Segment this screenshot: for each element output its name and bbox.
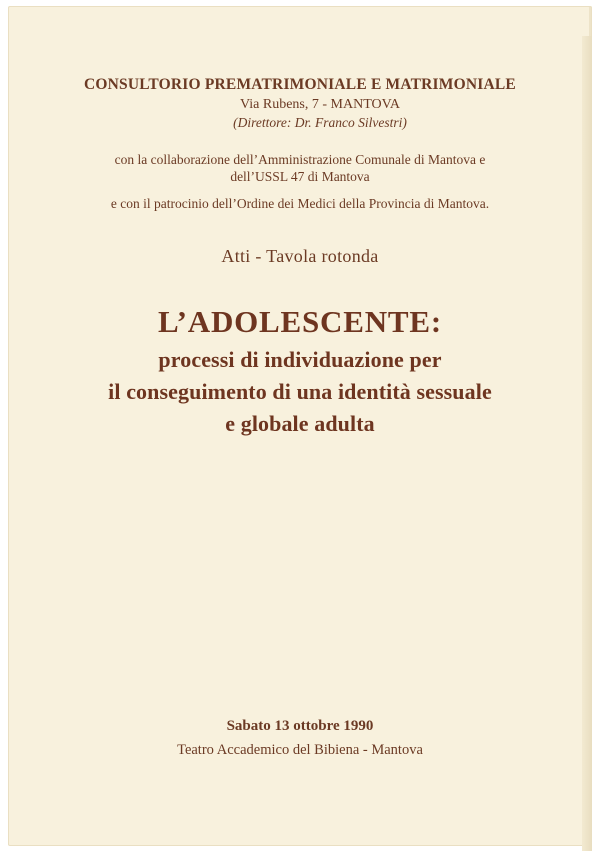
institution-director: (Direttore: Dr. Franco Silvestri) — [233, 115, 407, 130]
collaboration-line-2: dell’USSL 47 di Mantova — [230, 169, 370, 184]
subtitle-line-1: processi di individuazione per — [158, 347, 442, 372]
event-venue: Teatro Accademico del Bibiena - Mantova — [177, 742, 423, 758]
event-type: Atti - Tavola rotonda — [221, 246, 379, 266]
collaboration-line-1: con la collaborazione dell’Amministrazione Comunale di Mantova e — [114, 152, 486, 167]
booklet-cover — [8, 6, 592, 846]
patronage-line: e con il patrocinio dell’Ordine dei Medici della Provincia di Mantova. — [110, 196, 490, 211]
subtitle-line-2: il conseguimento di una identità sessuale — [108, 379, 492, 404]
subtitle-line-3: e globale adulta — [225, 411, 375, 436]
event-date: Sabato 13 ottobre 1990 — [226, 718, 374, 734]
document-title: L’ADOLESCENTE: — [158, 304, 442, 339]
institution-name: CONSULTORIO PREMATRIMONIALE E MATRIMONIALE — [84, 76, 516, 93]
institution-address: Via Rubens, 7 - MANTOVA — [239, 97, 401, 112]
